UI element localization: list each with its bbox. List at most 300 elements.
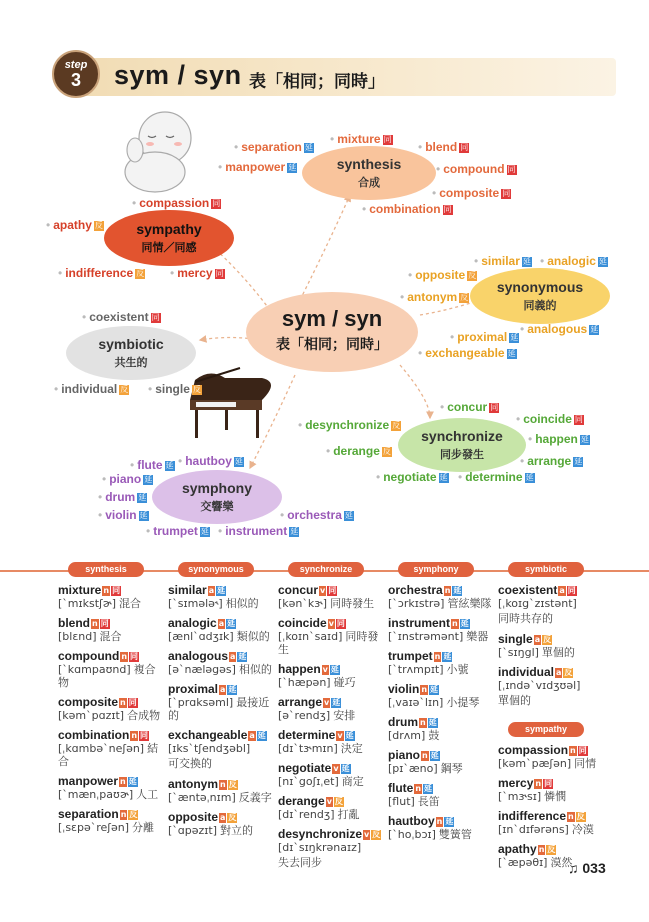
pos-tag: n: [220, 780, 226, 789]
word-entry: [388, 682, 492, 709]
entry-headword: coexistent a 同: [498, 583, 576, 597]
entry-headword: blend n 同: [58, 616, 109, 630]
entry-phonetic: [ˋmænˌpaʊɚ] 人工: [58, 788, 159, 801]
entry-phonetic: [ˋæpəθɪ] 漠然: [498, 856, 573, 869]
word-compound: • compound 同: [436, 162, 517, 176]
word-entry: [388, 715, 492, 742]
entry-headword: trumpet n 延: [388, 649, 452, 663]
entry-headword: hautboy n 延: [388, 814, 454, 828]
pos-tag: 反: [547, 845, 556, 854]
word-entry: [388, 583, 492, 610]
entry-gloss: 人工: [136, 788, 159, 801]
pos-tag: n: [120, 698, 126, 707]
word-hautboy: • hautboy 延: [178, 454, 244, 468]
entry-gloss: 鼓: [428, 729, 440, 742]
pos-tag: n: [415, 784, 422, 793]
pos-tag: 延: [257, 731, 266, 740]
sympathy-node: [104, 210, 234, 266]
entry-headword: derange v 反: [278, 794, 343, 808]
pos-tag: 延: [217, 586, 226, 595]
entry-phonetic: [ˋhæpən] 碰巧: [278, 676, 356, 689]
word-compassion: • compassion 同: [132, 196, 221, 210]
grand-piano-illustration: [190, 368, 271, 438]
word-blend: • blend 同: [418, 140, 469, 154]
pos-tag: 延: [445, 817, 454, 826]
pos-tag: v: [364, 830, 370, 839]
entry-headword: piano n 延: [388, 748, 439, 762]
pos-tag: a: [218, 619, 225, 628]
word-mercy: • mercy 同: [170, 266, 225, 280]
word-entry: [58, 649, 162, 689]
entry-headword: determine v 延: [278, 728, 354, 742]
column-tag: synthesis: [68, 562, 144, 577]
entry-headword: compassion n 同: [498, 743, 587, 757]
symbiotic-node-subtitle: 共生的: [114, 356, 148, 369]
entry-phonetic: [ˋmɝsɪ] 憐憫: [498, 790, 567, 803]
pos-tag: 延: [128, 777, 137, 786]
pos-tag: n: [422, 751, 428, 760]
word-antonym: • antonym 反: [400, 290, 469, 304]
entry-gloss: 鋼琴: [440, 762, 463, 775]
word-entry: [498, 809, 602, 836]
word-entry: [498, 665, 602, 708]
word-combination: • combination 同: [362, 202, 453, 216]
pos-tag: 反: [228, 780, 237, 789]
pos-tag: n: [434, 652, 441, 661]
pos-tag: a: [220, 685, 226, 694]
entry-headword: coincide v 同: [278, 616, 345, 630]
column-synchronize: [278, 562, 382, 870]
synonymous-node-title: synonymous: [496, 279, 584, 295]
synonymous-node: [470, 268, 610, 324]
word-coexistent: • coexistent 同: [82, 310, 161, 324]
entry-headword: indifference n 反: [498, 809, 585, 823]
word-entry: [278, 761, 382, 788]
pos-tag: a: [249, 731, 255, 740]
column-symphony: [388, 562, 492, 841]
word-orchestra: • orchestra 延: [280, 508, 354, 522]
entry-phonetic: [pɪˋæno] 鋼琴: [388, 762, 463, 775]
pos-tag: n: [121, 652, 128, 661]
word-opposite: • opposite 反: [408, 268, 477, 282]
entry-headword: happen v 延: [278, 662, 339, 676]
entry-headword: opposite a 反: [168, 810, 237, 824]
entry-headword: desynchronize v 反: [278, 827, 381, 841]
entry-gloss: 安排: [333, 709, 356, 722]
pos-tag: n: [131, 731, 138, 740]
pos-tag: n: [420, 718, 426, 727]
page-header: [52, 50, 632, 100]
page-number: ♫ 033: [568, 860, 606, 876]
entry-phonetic: [ˌsɛpəˋreʃən] 分離: [58, 821, 155, 834]
word-entry: [278, 728, 382, 755]
entry-gloss: 同時發生: [278, 630, 379, 656]
entry-phonetic: [kənˋkɝ] 同時發生: [278, 597, 375, 610]
entry-headword: individual a 反: [498, 665, 573, 679]
pos-tag: 同: [328, 586, 337, 595]
entry-gloss: 可交換的: [168, 757, 212, 770]
word-single: • single 反: [148, 382, 202, 396]
word-derange: • derange 反: [326, 444, 392, 458]
word-list: [0, 562, 649, 922]
entry-phonetic: [ˋhoˌbɔɪ] 雙簧管: [388, 828, 472, 841]
entry-gloss: 單個的: [498, 694, 531, 707]
entry-gloss: 冷漠: [571, 823, 594, 836]
word-analogous: • analogous 延: [520, 322, 599, 336]
entry-phonetic: [ˋmɪkstʃɚ] 混合: [58, 597, 142, 610]
entry-phonetic: [dɪˋtɝmɪn] 決定: [278, 742, 363, 755]
entry-gloss: 決定: [340, 742, 363, 755]
pos-tag: 延: [428, 718, 437, 727]
pos-tag: n: [120, 810, 127, 819]
entry-headword: drum n 延: [388, 715, 437, 729]
entry-headword: violin n 延: [388, 682, 439, 696]
entry-headword: exchangeable a 延: [168, 728, 266, 742]
entry-gloss: 雙簧管: [438, 828, 472, 841]
entry-gloss: 憐憫: [544, 790, 567, 803]
word-entry: [168, 649, 272, 676]
entry-gloss: 小提琴: [446, 696, 480, 709]
word-concur: • concur 同: [440, 400, 499, 414]
pos-tag: n: [444, 586, 451, 595]
column-synthesis: [58, 562, 162, 834]
pos-tag: 延: [453, 586, 462, 595]
pos-tag: a: [534, 635, 541, 644]
entry-gloss: 碰巧: [333, 676, 356, 689]
word-individual: • individual 反: [54, 382, 129, 396]
pos-tag: 延: [460, 619, 469, 628]
column-tag: synchronize: [288, 562, 364, 577]
pos-tag: 同: [578, 746, 587, 755]
entry-phonetic: [ˌvaɪəˋlɪn] 小提琴: [388, 696, 480, 709]
entry-gloss: 反義字: [238, 791, 272, 804]
entry-phonetic: [əˋrendʒ] 安排: [278, 709, 356, 722]
word-composite: • composite 同: [432, 186, 511, 200]
entry-phonetic: [ˋsɪŋgl] 單個的: [498, 646, 575, 659]
entry-headword: analogous a 延: [168, 649, 247, 663]
entry-phonetic: [flut] 長笛: [388, 795, 440, 808]
word-entry: [388, 781, 492, 808]
pos-tag: 延: [227, 619, 236, 628]
pos-tag: n: [436, 817, 443, 826]
word-negotiate: • negotiate 延: [376, 470, 449, 484]
entry-headword: antonym n 反: [168, 777, 237, 791]
entry-gloss: 樂器: [466, 630, 489, 643]
hugging-character-illustration: [125, 112, 191, 192]
word-entry: [278, 583, 382, 610]
pos-tag: n: [570, 746, 576, 755]
entry-phonetic: [ˌkoɪgˋzɪstənt]: [498, 597, 577, 610]
word-instrument: • instrument 延: [218, 524, 299, 538]
sympathy-node-title: sympathy: [136, 221, 202, 237]
column-tag: symphony: [398, 562, 474, 577]
word-exchangeable: • exchangeable 延: [418, 346, 517, 360]
pos-tag: 延: [332, 698, 341, 707]
pos-tag: v: [324, 698, 330, 707]
pos-tag: a: [556, 668, 562, 677]
synchronize-node-subtitle: 同步發生: [440, 448, 484, 461]
pos-tag: v: [320, 586, 326, 595]
pos-tag: n: [120, 777, 126, 786]
pos-tag: 反: [129, 810, 138, 819]
word-entry: [498, 632, 602, 659]
entry-gloss: 漠然: [550, 856, 573, 869]
word-separation: • separation 延: [234, 140, 314, 154]
pos-tag: 延: [330, 665, 339, 674]
entry-phonetic: [ˌkɑmbəˋneʃən] 結合: [58, 742, 159, 768]
entry-phonetic: [ˋɑpəzɪt] 對立的: [168, 824, 253, 837]
entry-gloss: 相似的: [225, 597, 259, 610]
word-entry: [58, 695, 162, 722]
word-violin: • violin 延: [98, 508, 149, 522]
link-synchronize: [400, 365, 430, 418]
pos-tag: 延: [228, 685, 237, 694]
entry-gloss: 混合: [99, 630, 122, 643]
entry-gloss: 混合: [119, 597, 142, 610]
word-entry: [58, 616, 162, 643]
pos-tag: v: [337, 731, 343, 740]
word-entry: [168, 583, 272, 610]
entry-gloss: 商定: [341, 775, 364, 788]
entry-headword: concur v 同: [278, 583, 337, 597]
word-entry: [278, 794, 382, 821]
entry-headword: proximal a 延: [168, 682, 237, 696]
entry-headword: compound n 同: [58, 649, 139, 663]
pos-tag: 反: [372, 830, 381, 839]
entry-phonetic: [ˋkɑmpaʊnd] 複合物: [58, 663, 156, 689]
synthesis-node-title: synthesis: [336, 156, 402, 172]
word-entry: [278, 616, 382, 656]
entry-phonetic: [kəmˋpɑzɪt] 合成物: [58, 709, 161, 722]
word-entry: [58, 807, 162, 834]
column-synonymous: [168, 562, 272, 837]
pos-tag: a: [208, 586, 215, 595]
step-label: step: [64, 59, 88, 71]
entry-phonetic: [dɪˋrendʒ] 打亂: [278, 808, 360, 821]
entry-headword: apathy n 反: [498, 842, 556, 856]
word-determine: • determine 延: [458, 470, 535, 484]
entry-headword: orchestra n 延: [388, 583, 462, 597]
word-manpower: • manpower 延: [218, 160, 297, 174]
pos-tag: 延: [345, 731, 354, 740]
entry-phonetic: [ˌɪndəˋvɪdʒʊəl]: [498, 679, 581, 692]
entry-headword: single a 反: [498, 632, 552, 646]
entry-gloss: 單個的: [541, 646, 575, 659]
word-flute: • flute 延: [130, 458, 175, 472]
pos-tag: 反: [543, 635, 552, 644]
entry-headword: flute n 延: [388, 781, 433, 795]
pos-tag: a: [220, 813, 226, 822]
link-synthesis: [300, 195, 350, 300]
entry-headword: separation n 反: [58, 807, 138, 821]
symphony-node-title: symphony: [181, 480, 252, 496]
entry-phonetic: [ˋɪnstrəmənt] 樂器: [388, 630, 489, 643]
entry-phonetic: [drʌm] 鼓: [388, 729, 440, 742]
entry-phonetic: [ˋtrʌmpɪt] 小號: [388, 663, 469, 676]
column-tag: synonymous: [178, 562, 254, 577]
column-tag: symbiotic: [508, 562, 584, 577]
entry-gloss: 分離: [132, 821, 155, 834]
entry-gloss: 相似的: [238, 663, 272, 676]
word-piano: • piano 延: [102, 472, 153, 486]
entry-gloss: 同時共存的: [498, 612, 553, 625]
entry-phonetic: [kəmˋpæʃən] 同情: [498, 757, 597, 770]
pos-tag: 同: [100, 619, 109, 628]
word-analogic: • analogic 延: [540, 254, 608, 268]
entry-gloss: 長笛: [417, 795, 440, 808]
entry-gloss: 管絃樂隊: [447, 597, 492, 610]
word-entry: [58, 774, 162, 801]
entry-phonetic: [blɛnd] 混合: [58, 630, 122, 643]
center-node-subtitle: 表「相同；同時」: [276, 337, 388, 353]
symbiotic-node: [66, 326, 196, 380]
pos-tag: 延: [238, 652, 247, 661]
pos-tag: 延: [341, 764, 350, 773]
entry-phonetic: [ɪnˋdɪfərəns] 冷漠: [498, 823, 594, 836]
step-badge: [52, 50, 100, 98]
word-entry: [278, 662, 382, 689]
entry-phonetic: [ænlˋɑdʒɪk] 類似的: [168, 630, 270, 643]
pos-tag: 反: [564, 668, 573, 677]
entry-headword: composite n 同: [58, 695, 137, 709]
entry-gloss: 合成物: [127, 709, 161, 722]
pos-tag: n: [92, 619, 98, 628]
entry-gloss: 同時發生: [330, 597, 375, 610]
symbiotic-node-title: symbiotic: [98, 336, 164, 352]
pos-tag: n: [452, 619, 458, 628]
pos-tag: n: [568, 812, 574, 821]
word-entry: [58, 583, 162, 610]
word-entry: [388, 748, 492, 775]
word-entry: [168, 682, 272, 722]
word-entry: [168, 728, 272, 771]
word-entry: [498, 583, 602, 626]
column-symbiotic: [498, 562, 602, 869]
center-node-title: sym / syn: [281, 306, 383, 331]
word-proximal: • proximal 延: [450, 330, 519, 344]
entry-headword: mercy n 同: [498, 776, 553, 790]
center-node: [246, 292, 418, 372]
word-trumpet: • trumpet 延: [146, 524, 210, 538]
entry-phonetic: [ˋprɑksəml] 最接近的: [168, 696, 270, 722]
word-drum: • drum 延: [98, 490, 147, 504]
entry-gloss: 類似的: [236, 630, 270, 643]
entry-gloss: 複合物: [58, 663, 156, 689]
entry-phonetic: [ˋsɪmələ˞] 相似的: [168, 597, 259, 610]
word-arrange: • arrange 延: [520, 454, 583, 468]
pos-tag: v: [326, 797, 332, 806]
pos-tag: 同: [130, 652, 139, 661]
entry-phonetic: [ˋæntəˌnɪm] 反義字: [168, 791, 272, 804]
page-subtitle: 表「相同；同時」: [249, 72, 385, 92]
word-entry: [388, 649, 492, 676]
pos-tag: 同: [336, 619, 345, 628]
pos-tag: 同: [140, 731, 149, 740]
word-entry: [498, 776, 602, 803]
symphony-node: [152, 470, 282, 524]
word-mixture: • mixture 同: [330, 132, 393, 146]
word-entry: [58, 728, 162, 768]
pos-tag: v: [322, 665, 328, 674]
synthesis-node-subtitle: 合成: [358, 176, 380, 189]
synchronize-node-title: synchronize: [421, 428, 503, 444]
pos-tag: v: [328, 619, 334, 628]
pos-tag: 延: [443, 652, 452, 661]
entry-gloss: 最接近的: [168, 696, 270, 722]
word-entry: [278, 827, 382, 870]
word-apathy: • apathy 反: [46, 218, 104, 232]
entry-headword: instrument n 延: [388, 616, 469, 630]
word-entry: [388, 616, 492, 643]
entry-phonetic: [nɪˋgoʃɪˌet] 商定: [278, 775, 364, 788]
page-title: sym / syn: [114, 60, 242, 90]
word-entry: [498, 743, 602, 770]
step-number: 3: [70, 70, 81, 90]
pos-tag: 同: [544, 779, 553, 788]
entry-headword: manpower n 延: [58, 774, 137, 788]
entry-headword: similar a 延: [168, 583, 226, 597]
pos-tag: a: [230, 652, 236, 661]
entry-phonetic: [dɪˋsɪŋkrənaɪz]: [278, 841, 362, 854]
synonymous-node-subtitle: 同義的: [523, 299, 557, 312]
entry-gloss: 同情: [574, 757, 597, 770]
symphony-node-subtitle: 交響樂: [200, 500, 234, 513]
entry-headword: combination n 同: [58, 728, 149, 742]
mind-map: [0, 100, 649, 555]
pos-tag: 延: [430, 685, 439, 694]
word-entry: [278, 695, 382, 722]
pos-tag: 同: [112, 586, 121, 595]
entry-gloss: 失去同步: [278, 856, 322, 869]
word-entry: [168, 777, 272, 804]
word-desynchronize: • desynchronize 反: [298, 418, 401, 432]
word-entry: [388, 814, 492, 841]
pos-tag: a: [559, 586, 565, 595]
column-tag: sympathy: [508, 722, 584, 737]
pos-tag: n: [421, 685, 428, 694]
entry-phonetic: [əˋnæləgəs] 相似的: [168, 663, 272, 676]
entry-gloss: 打亂: [337, 808, 360, 821]
word-indifference: • indifference 反: [58, 266, 145, 280]
word-coincide: • coincide 同: [516, 412, 584, 426]
pos-tag: 反: [228, 813, 237, 822]
entry-gloss: 對立的: [220, 824, 253, 837]
entry-headword: mixture n 同: [58, 583, 121, 597]
entry-headword: analogic a 延: [168, 616, 236, 630]
word-entry: [168, 616, 272, 643]
entry-headword: arrange v 延: [278, 695, 341, 709]
entry-phonetic: [ɪksˋtʃendʒəbl]: [168, 742, 251, 755]
pos-tag: 延: [424, 784, 433, 793]
pos-tag: 反: [334, 797, 343, 806]
pos-tag: n: [538, 845, 545, 854]
word-entry: [168, 810, 272, 837]
pos-tag: v: [333, 764, 339, 773]
word-happen: • happen 延: [528, 432, 590, 446]
entry-gloss: 小號: [446, 663, 469, 676]
entry-phonetic: [ˌkoɪnˋsaɪd] 同時發生: [278, 630, 379, 656]
synchronize-node: [398, 418, 526, 472]
pos-tag: n: [535, 779, 542, 788]
pos-tag: 同: [567, 586, 576, 595]
entry-phonetic: [ˋɔrkɪstrə] 管絃樂隊: [388, 597, 492, 610]
word-similar: • similar 延: [474, 254, 532, 268]
synthesis-node: [302, 146, 436, 200]
pos-tag: 反: [576, 812, 585, 821]
pos-tag: 同: [128, 698, 137, 707]
sympathy-node-subtitle: 同情／同感: [141, 241, 197, 254]
entry-gloss: 結合: [58, 742, 159, 768]
